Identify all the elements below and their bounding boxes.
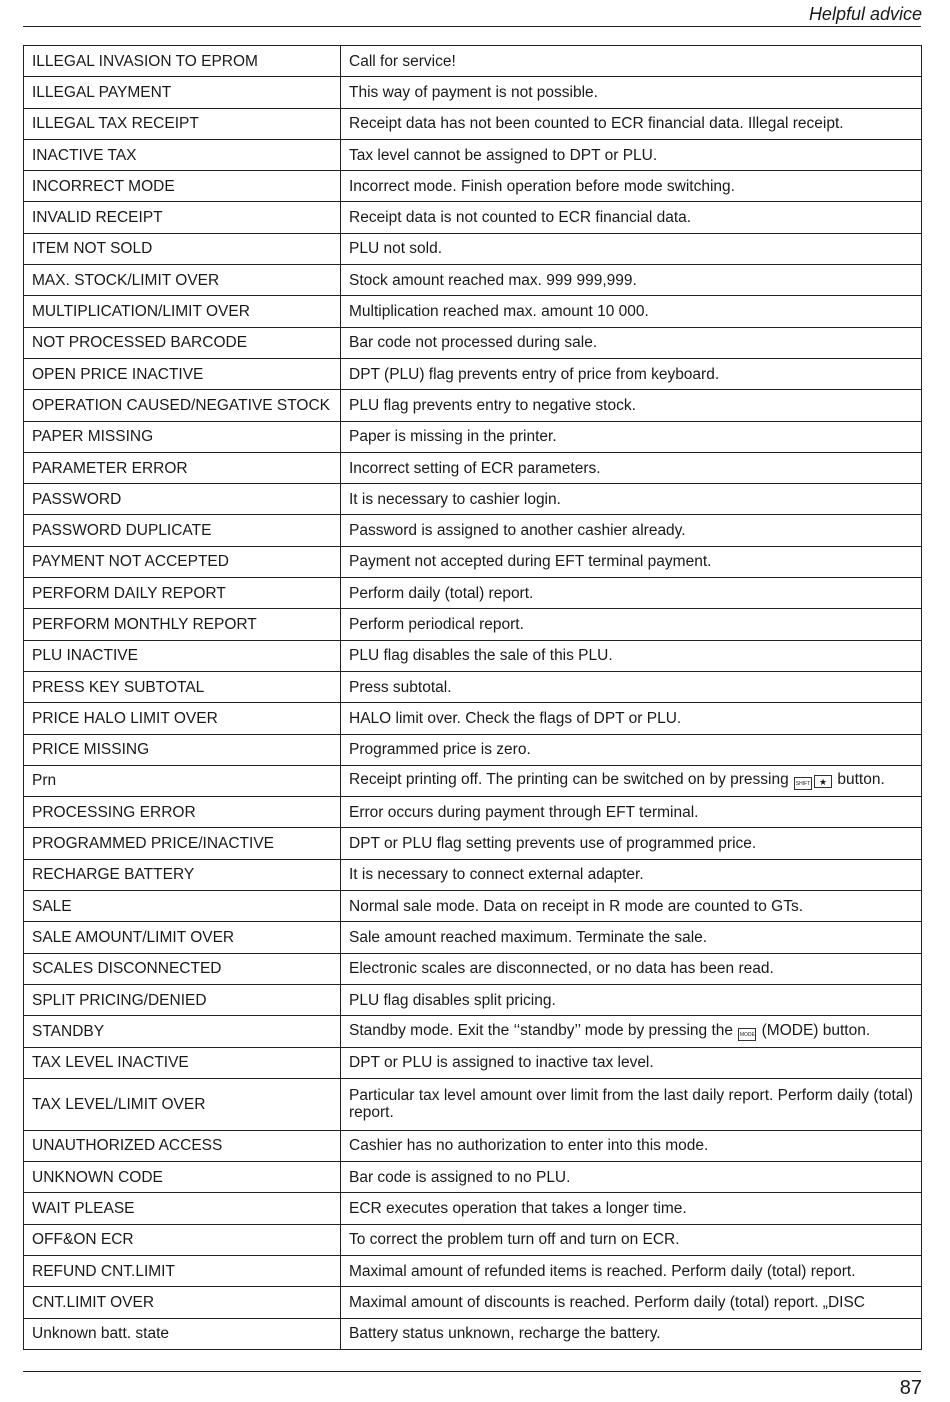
footer-divider xyxy=(23,1371,921,1372)
table-row xyxy=(24,797,922,828)
table-row xyxy=(24,46,922,77)
message-description: Programmed price is zero. xyxy=(341,734,922,765)
message-code: PERFORM DAILY REPORT xyxy=(24,578,341,609)
table-row xyxy=(24,765,922,796)
message-description: Receipt data is not counted to ECR financial data. xyxy=(341,202,922,233)
header-divider xyxy=(23,26,921,27)
message-code: PAYMENT NOT ACCEPTED xyxy=(24,546,341,577)
message-description: Incorrect mode. Finish operation before mode switching. xyxy=(341,171,922,202)
message-code: PARAMETER ERROR xyxy=(24,452,341,483)
table-row xyxy=(24,734,922,765)
message-code: NOT PROCESSED BARCODE xyxy=(24,327,341,358)
table-row xyxy=(24,609,922,640)
table-row xyxy=(24,1016,922,1047)
shift-key-icon: SHIFT xyxy=(794,777,812,790)
table-row xyxy=(24,578,922,609)
table-row xyxy=(24,891,922,922)
message-description xyxy=(341,1016,922,1047)
error-message-table-body xyxy=(24,46,922,1350)
table-row xyxy=(24,515,922,546)
message-code: REFUND CNT.LIMIT xyxy=(24,1255,341,1286)
message-code: OPEN PRICE INACTIVE xyxy=(24,358,341,389)
table-row xyxy=(24,421,922,452)
table-row xyxy=(24,296,922,327)
message-code: ILLEGAL PAYMENT xyxy=(24,77,341,108)
message-code: INVALID RECEIPT xyxy=(24,202,341,233)
table-row xyxy=(24,1162,922,1193)
message-description: Bar code is assigned to no PLU. xyxy=(341,1162,922,1193)
table-row xyxy=(24,922,922,953)
description-text: Receipt printing off. The printing can be switched on by pressing xyxy=(349,771,789,789)
message-code: MULTIPLICATION/LIMIT OVER xyxy=(24,296,341,327)
message-description: To correct the problem turn off and turn on ECR. xyxy=(341,1224,922,1255)
message-code: TAX LEVEL INACTIVE xyxy=(24,1047,341,1078)
table-row xyxy=(24,640,922,671)
message-code: PERFORM MONTHLY REPORT xyxy=(24,609,341,640)
message-code: PROCESSING ERROR xyxy=(24,797,341,828)
table-row xyxy=(24,1318,922,1349)
message-description: It is necessary to connect external adapter. xyxy=(341,859,922,890)
message-description: Incorrect setting of ECR parameters. xyxy=(341,452,922,483)
message-code: ILLEGAL TAX RECEIPT xyxy=(24,108,341,139)
message-code: TAX LEVEL/LIMIT OVER xyxy=(24,1078,341,1130)
message-code: PRESS KEY SUBTOTAL xyxy=(24,671,341,702)
table-row xyxy=(24,953,922,984)
message-description: PLU flag prevents entry to negative stock. xyxy=(341,390,922,421)
message-code: INCORRECT MODE xyxy=(24,171,341,202)
message-code: INACTIVE TAX xyxy=(24,139,341,170)
message-description: It is necessary to cashier login. xyxy=(341,484,922,515)
message-code: MAX. STOCK/LIMIT OVER xyxy=(24,265,341,296)
message-code: Prn xyxy=(24,765,341,796)
message-code: STANDBY xyxy=(24,1016,341,1047)
table-row xyxy=(24,703,922,734)
message-description: Perform periodical report. xyxy=(341,609,922,640)
message-code: SALE AMOUNT/LIMIT OVER xyxy=(24,922,341,953)
message-code: OPERATION CAUSED/NEGATIVE STOCK xyxy=(24,390,341,421)
page-header-title: Helpful advice xyxy=(808,4,922,24)
message-description: DPT (PLU) flag prevents entry of price from keyboard. xyxy=(341,358,922,389)
message-description: Battery status unknown, recharge the battery. xyxy=(341,1318,922,1349)
table-row xyxy=(24,546,922,577)
table-row xyxy=(24,202,922,233)
table-row xyxy=(24,233,922,264)
table-row xyxy=(24,390,922,421)
message-description: This way of payment is not possible. xyxy=(341,77,922,108)
message-code: SCALES DISCONNECTED xyxy=(24,953,341,984)
message-description: Tax level cannot be assigned to DPT or PLU. xyxy=(341,139,922,170)
description-text-after: (MODE) button. xyxy=(761,1021,871,1039)
star-key-icon: ★ xyxy=(814,775,832,788)
message-description: Normal sale mode. Data on receipt in R mode are counted to GTs. xyxy=(341,891,922,922)
table-row xyxy=(24,108,922,139)
message-code: SPLIT PRICING/DENIED xyxy=(24,984,341,1015)
table-row xyxy=(24,984,922,1015)
table-row xyxy=(24,265,922,296)
message-description: Receipt data has not been counted to ECR financial data. Illegal receipt. xyxy=(341,108,922,139)
table-row xyxy=(24,1047,922,1078)
table-row xyxy=(24,484,922,515)
message-code: SALE xyxy=(24,891,341,922)
message-code: UNAUTHORIZED ACCESS xyxy=(24,1130,341,1161)
message-description: Payment not accepted during EFT terminal payment. xyxy=(341,546,922,577)
message-description: DPT or PLU is assigned to inactive tax level. xyxy=(341,1047,922,1078)
message-description: Particular tax level amount over limit from the last daily report. Perform daily (total) report. xyxy=(341,1078,922,1130)
message-description: DPT or PLU flag setting prevents use of programmed price. xyxy=(341,828,922,859)
page-number: 87 xyxy=(899,1377,922,1399)
message-description: HALO limit over. Check the flags of DPT or PLU. xyxy=(341,703,922,734)
table-row xyxy=(24,671,922,702)
message-code: PASSWORD xyxy=(24,484,341,515)
table-row xyxy=(24,1130,922,1161)
message-description: Cashier has no authorization to enter into this mode. xyxy=(341,1130,922,1161)
table-row xyxy=(24,1078,922,1130)
error-message-table xyxy=(23,45,922,1350)
message-description: Perform daily (total) report. xyxy=(341,578,922,609)
table-row xyxy=(24,327,922,358)
message-code: Unknown batt. state xyxy=(24,1318,341,1349)
message-description: Password is assigned to another cashier already. xyxy=(341,515,922,546)
message-code: WAIT PLEASE xyxy=(24,1193,341,1224)
table-row xyxy=(24,77,922,108)
description-text-after: button. xyxy=(837,771,885,789)
message-description: Electronic scales are disconnected, or no data has been read. xyxy=(341,953,922,984)
message-description: Bar code not processed during sale. xyxy=(341,327,922,358)
description-text: Standby mode. Exit the ‘‘standby’’ mode by pressing the xyxy=(349,1021,733,1039)
table-row xyxy=(24,1255,922,1286)
table-row xyxy=(24,859,922,890)
table-row xyxy=(24,139,922,170)
table-row xyxy=(24,1224,922,1255)
message-code: PRICE MISSING xyxy=(24,734,341,765)
message-description: Multiplication reached max. amount 10 000. xyxy=(341,296,922,327)
table-row xyxy=(24,171,922,202)
message-description: Maximal amount of refunded items is reached. Perform daily (total) report. xyxy=(341,1255,922,1286)
mode-key-icon: MODE xyxy=(738,1028,756,1041)
message-code: PRICE HALO LIMIT OVER xyxy=(24,703,341,734)
message-description: Stock amount reached max. 999 999,999. xyxy=(341,265,922,296)
message-code: PLU INACTIVE xyxy=(24,640,341,671)
message-description: Press subtotal. xyxy=(341,671,922,702)
message-description: ECR executes operation that takes a longer time. xyxy=(341,1193,922,1224)
message-code: ITEM NOT SOLD xyxy=(24,233,341,264)
message-description: Call for service! xyxy=(341,46,922,77)
message-code: PASSWORD DUPLICATE xyxy=(24,515,341,546)
message-description: Sale amount reached maximum. Terminate the sale. xyxy=(341,922,922,953)
message-description: Maximal amount of discounts is reached. Perform daily (total) report. „DISC xyxy=(341,1287,922,1318)
message-code: PAPER MISSING xyxy=(24,421,341,452)
message-description: Paper is missing in the printer. xyxy=(341,421,922,452)
table-row xyxy=(24,828,922,859)
message-description xyxy=(341,765,922,796)
table-row xyxy=(24,452,922,483)
message-code: ILLEGAL INVASION TO EPROM xyxy=(24,46,341,77)
message-description: PLU flag disables split pricing. xyxy=(341,984,922,1015)
table-row xyxy=(24,358,922,389)
message-code: CNT.LIMIT OVER xyxy=(24,1287,341,1318)
message-code: RECHARGE BATTERY xyxy=(24,859,341,890)
message-code: UNKNOWN CODE xyxy=(24,1162,341,1193)
message-code: OFF&ON ECR xyxy=(24,1224,341,1255)
message-code: PROGRAMMED PRICE/INACTIVE xyxy=(24,828,341,859)
message-description: PLU flag disables the sale of this PLU. xyxy=(341,640,922,671)
table-row xyxy=(24,1193,922,1224)
message-description: Error occurs during payment through EFT terminal. xyxy=(341,797,922,828)
message-description: PLU not sold. xyxy=(341,233,922,264)
table-row xyxy=(24,1287,922,1318)
